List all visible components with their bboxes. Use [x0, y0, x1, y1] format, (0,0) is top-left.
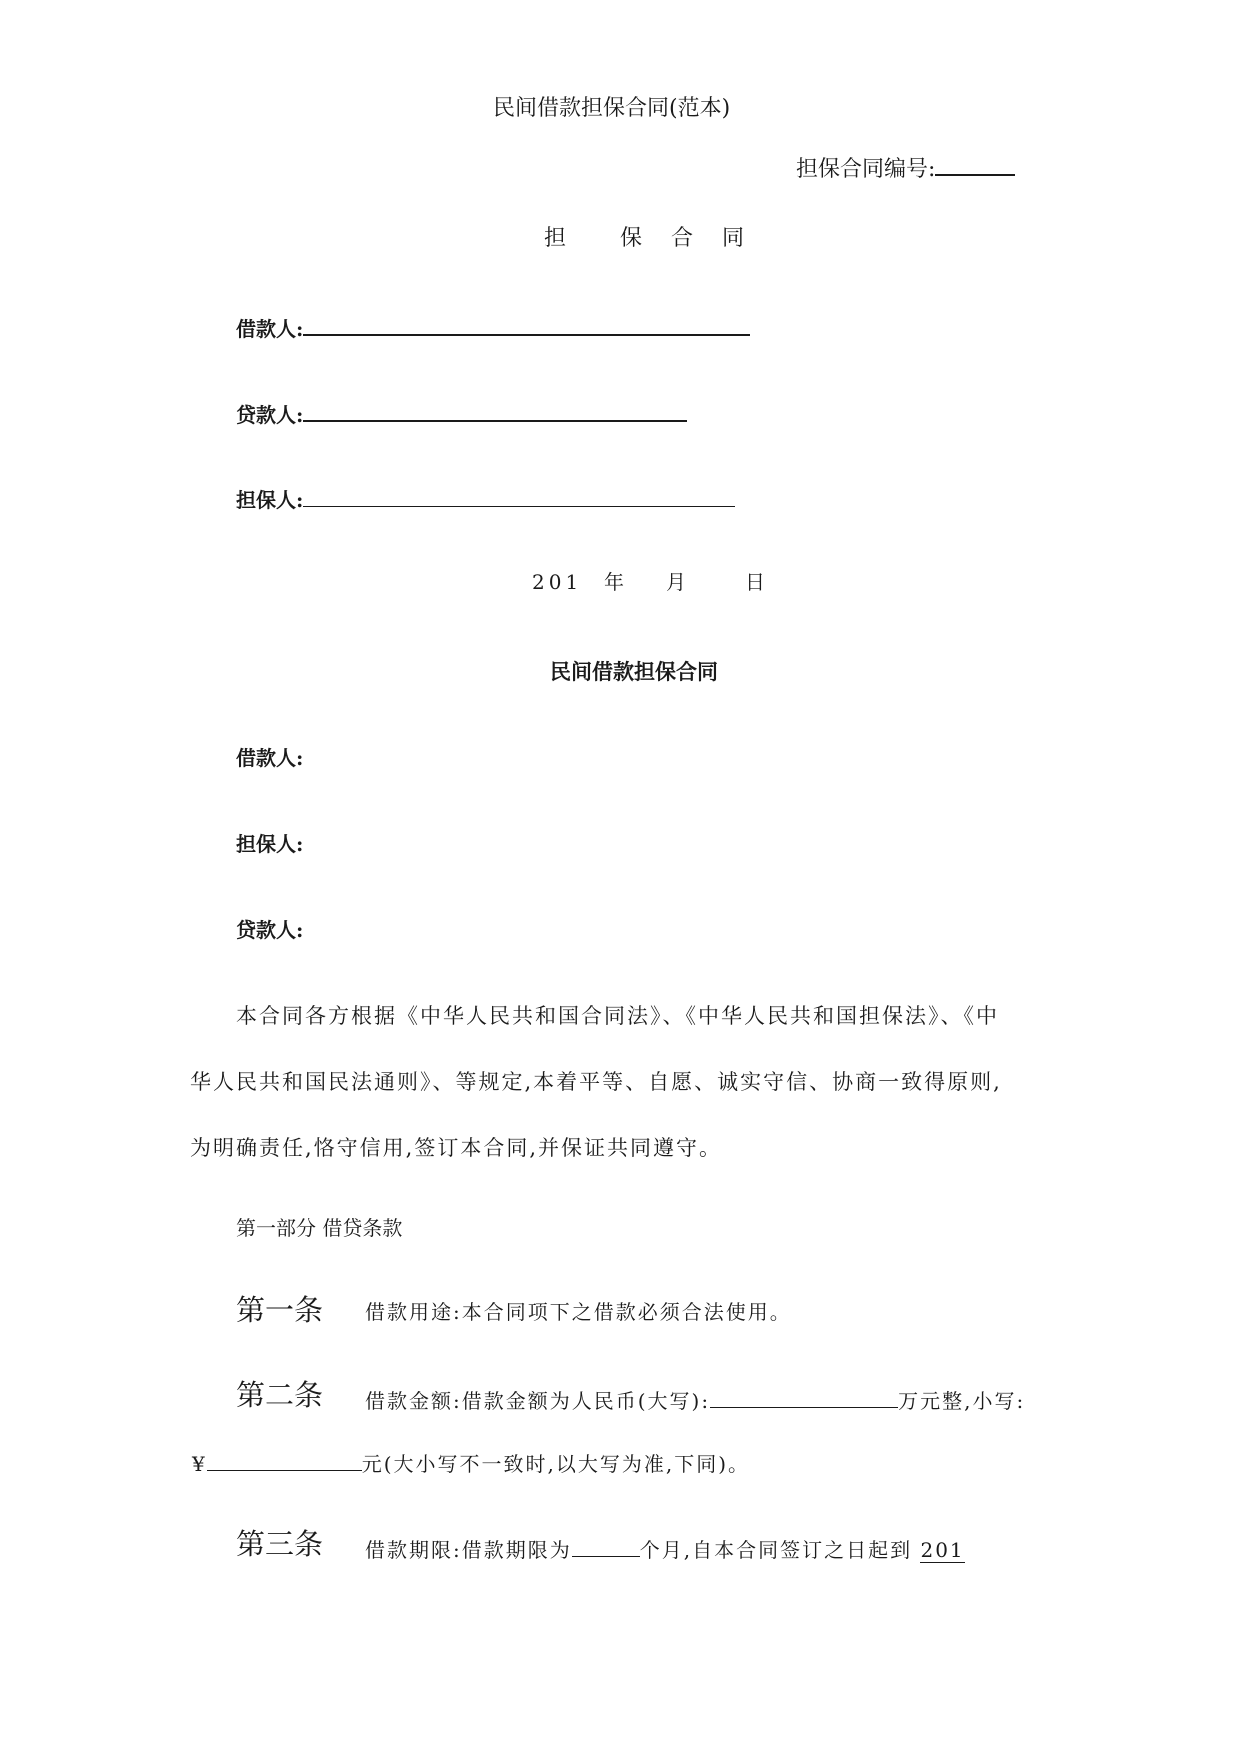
article-2-line-2 [192, 1450, 750, 1474]
cover-guarantor-label: 担保人: [236, 488, 304, 512]
main-lender-label: 贷款人: [236, 918, 304, 942]
article-3-number: 第三条 [236, 1527, 324, 1561]
cover-title-char-2: 保 [620, 226, 643, 251]
contract-number-blank [935, 154, 1015, 176]
article-2-cont-b: 元(大小写不一致时,以大写为准,下同)。 [361, 1452, 751, 1476]
article-2-text-a: 借款金额:借款金额为人民币(大写): [365, 1389, 711, 1413]
main-title: 民间借款担保合同 [550, 659, 718, 684]
date-year-prefix: 201 [532, 570, 583, 594]
part-one-heading: 第一部分 借贷条款 [236, 1216, 403, 1240]
cover-lender-label: 贷款人: [236, 403, 304, 427]
preamble-line-2: 华人民共和国民法通则》、等规定,本着平等、自愿、诚实守信、协商一致得原则, [190, 1070, 1002, 1094]
contract-number-row [796, 154, 1015, 181]
cover-guarantor-row [236, 486, 735, 510]
contract-number-label: 担保合同编号: [796, 157, 936, 182]
article-3-line-1 [365, 1536, 965, 1560]
cover-guarantor-blank [303, 486, 735, 507]
date-day-label: 日 [745, 570, 765, 594]
article-2-amount-words-blank [710, 1387, 898, 1408]
article-3-text-b: 个月,自本合同签订之日起到 [639, 1538, 913, 1562]
article-2-text-b: 万元整,小写: [898, 1389, 1026, 1413]
article-3-months-blank [572, 1536, 640, 1557]
cover-borrower-label: 借款人: [236, 317, 304, 341]
article-2-line-1 [365, 1387, 1025, 1411]
cover-title-char-4: 同 [722, 226, 745, 251]
main-borrower-label: 借款人: [236, 746, 304, 770]
article-1-text: 借款用途:本合同项下之借款必须合法使用。 [365, 1300, 792, 1324]
article-2-cont-a: ¥ [192, 1452, 207, 1476]
preamble-line-1: 本合同各方根据《中华人民共和国合同法》、《中华人民共和国担保法》、《中 [236, 1004, 999, 1028]
cover-borrower-row [236, 314, 750, 339]
cover-title-char-1: 担 [544, 226, 567, 251]
main-guarantor-label: 担保人: [236, 832, 304, 856]
document-top-title: 民间借款担保合同(范本) [493, 96, 731, 121]
article-2-number: 第二条 [236, 1378, 324, 1412]
cover-borrower-blank [303, 314, 750, 336]
date-year-label: 年 [604, 570, 624, 594]
cover-lender-row [236, 400, 687, 425]
cover-title-char-3: 合 [671, 226, 694, 251]
article-3-text-c: 201 [920, 1538, 965, 1562]
preamble-line-3: 为明确责任,恪守信用,签订本合同,并保证共同遵守。 [190, 1136, 723, 1160]
article-3-text-a: 借款期限:借款期限为 [365, 1538, 572, 1562]
cover-lender-blank [303, 400, 687, 422]
article-1-number: 第一条 [236, 1293, 324, 1327]
article-2-amount-figures-blank [207, 1450, 362, 1471]
date-month-label: 月 [666, 570, 686, 594]
